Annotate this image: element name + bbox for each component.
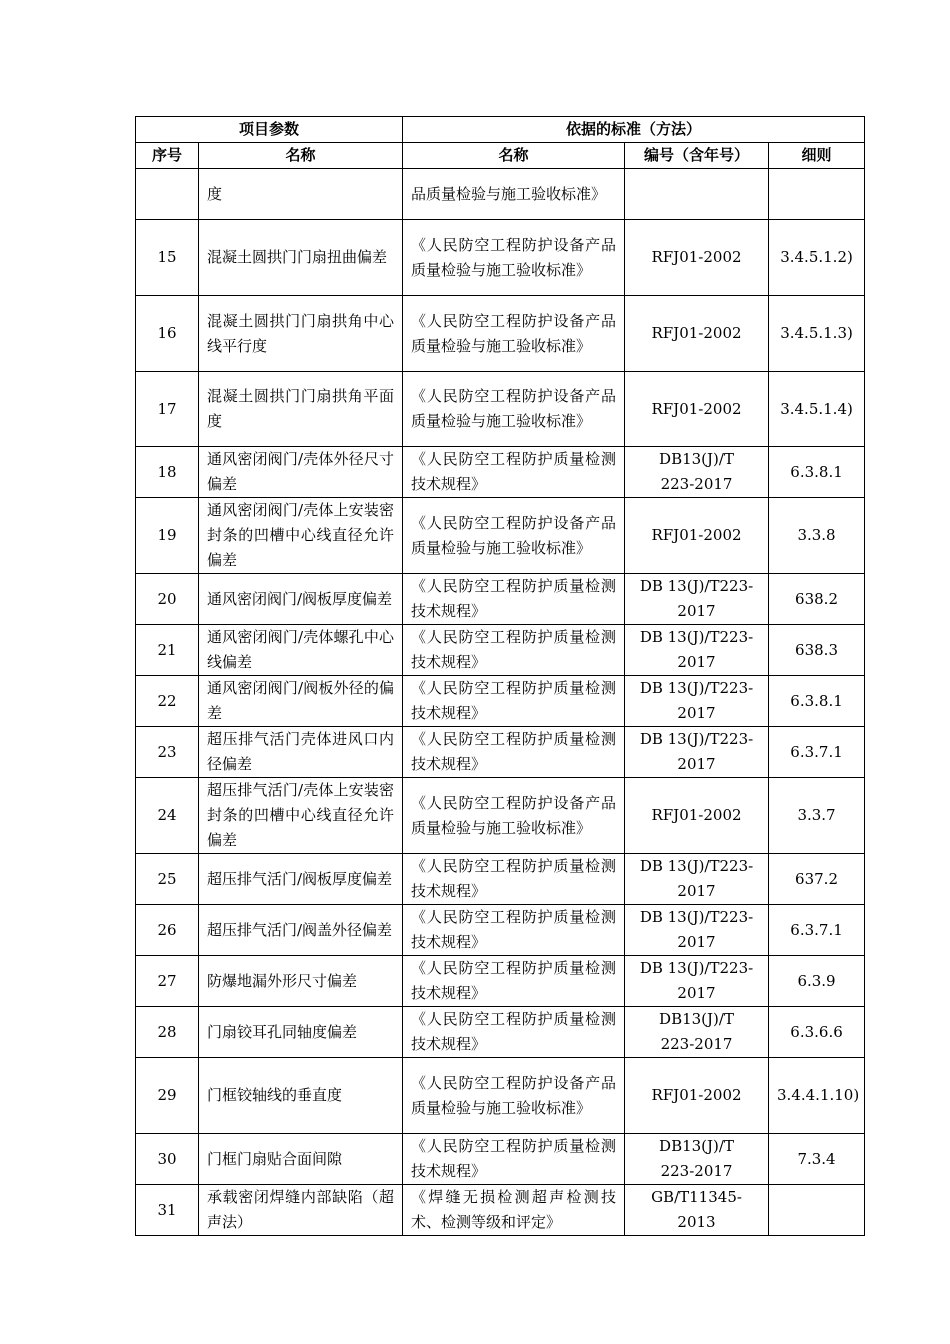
group-header-standard: 依据的标准（方法）: [403, 117, 865, 143]
cell-no: 31: [136, 1185, 199, 1236]
cell-code: RFJ01-2002: [625, 296, 769, 372]
cell-item-name: 通风密闭阀门/阀板厚度偏差: [199, 574, 403, 625]
cell-code: DB 13(J)/T223-2017: [625, 625, 769, 676]
cell-no: 23: [136, 727, 199, 778]
cell-code: RFJ01-2002: [625, 778, 769, 854]
cell-clause: 6.3.6.6: [769, 1007, 865, 1058]
cell-item-name: 门扇铰耳孔同轴度偏差: [199, 1007, 403, 1058]
cell-standard-name: 《人民防空工程防护质量检测技术规程》: [403, 625, 625, 676]
cell-code: GB/T11345-2013: [625, 1185, 769, 1236]
table-row: [136, 169, 865, 220]
cell-clause: [769, 169, 865, 220]
cell-no: 18: [136, 447, 199, 498]
cell-code: DB 13(J)/T223-2017: [625, 574, 769, 625]
cell-item-name: 承载密闭焊缝内部缺陷（超声法）: [199, 1185, 403, 1236]
cell-code: RFJ01-2002: [625, 220, 769, 296]
cell-no: 29: [136, 1058, 199, 1134]
cell-standard-name: 《人民防空工程防护质量检测技术规程》: [403, 447, 625, 498]
cell-item-name: 超压排气活门/阀盖外径偏差: [199, 905, 403, 956]
table-row: [136, 854, 865, 905]
cell-standard-name: 《人民防空工程防护设备产品质量检验与施工验收标准》: [403, 1058, 625, 1134]
cell-standard-name: 《人民防空工程防护质量检测技术规程》: [403, 727, 625, 778]
cell-standard-name: 《人民防空工程防护质量检测技术规程》: [403, 676, 625, 727]
cell-standard-name: 《人民防空工程防护质量检测技术规程》: [403, 574, 625, 625]
cell-item-name: 门框门扇贴合面间隙: [199, 1134, 403, 1185]
table-row: [136, 778, 865, 854]
cell-no: 28: [136, 1007, 199, 1058]
cell-item-name: 超压排气活门/壳体上安装密封条的凹槽中心线直径允许偏差: [199, 778, 403, 854]
cell-item-name: 通风密闭阀门/壳体上安装密封条的凹槽中心线直径允许偏差: [199, 498, 403, 574]
cell-standard-name: 《人民防空工程防护设备产品质量检验与施工验收标准》: [403, 220, 625, 296]
cell-clause: 3.4.5.1.3): [769, 296, 865, 372]
cell-standard-name: 品质量检验与施工验收标准》: [403, 169, 625, 220]
cell-clause: 3.3.7: [769, 778, 865, 854]
cell-clause: 3.4.5.1.4): [769, 372, 865, 447]
group-header-params: 项目参数: [136, 117, 403, 143]
cell-no: 19: [136, 498, 199, 574]
cell-clause: [769, 1185, 865, 1236]
table-row: [136, 1007, 865, 1058]
table-row: [136, 498, 865, 574]
cell-standard-name: 《人民防空工程防护设备产品质量检验与施工验收标准》: [403, 372, 625, 447]
table-row: [136, 1185, 865, 1236]
cell-no: 25: [136, 854, 199, 905]
col-header-no: 序号: [136, 143, 199, 169]
cell-clause: 7.3.4: [769, 1134, 865, 1185]
cell-clause: 638.3: [769, 625, 865, 676]
cell-clause: 6.3.9: [769, 956, 865, 1007]
cell-no: 17: [136, 372, 199, 447]
cell-standard-name: 《人民防空工程防护质量检测技术规程》: [403, 1007, 625, 1058]
cell-no: 24: [136, 778, 199, 854]
cell-standard-name: 《人民防空工程防护设备产品质量检验与施工验收标准》: [403, 296, 625, 372]
cell-item-name: 通风密闭阀门/壳体螺孔中心线偏差: [199, 625, 403, 676]
table-row: [136, 1134, 865, 1185]
cell-standard-name: 《人民防空工程防护质量检测技术规程》: [403, 905, 625, 956]
table-row: [136, 1058, 865, 1134]
cell-item-name: 超压排气活门壳体进风口内径偏差: [199, 727, 403, 778]
cell-code: DB13(J)/T 223-2017: [625, 447, 769, 498]
cell-clause: 6.3.7.1: [769, 905, 865, 956]
table-row: [136, 625, 865, 676]
cell-clause: 3.4.5.1.2): [769, 220, 865, 296]
table-row: [136, 676, 865, 727]
cell-no: 27: [136, 956, 199, 1007]
cell-item-name: 混凝土圆拱门门扇扭曲偏差: [199, 220, 403, 296]
cell-clause: 3.4.4.1.10): [769, 1058, 865, 1134]
cell-standard-name: 《人民防空工程防护质量检测技术规程》: [403, 1134, 625, 1185]
cell-no: [136, 169, 199, 220]
cell-item-name: 门框铰轴线的垂直度: [199, 1058, 403, 1134]
cell-standard-name: 《人民防空工程防护设备产品质量检验与施工验收标准》: [403, 778, 625, 854]
col-header-code: 编号（含年号）: [625, 143, 769, 169]
cell-item-name: 通风密闭阀门/壳体外径尺寸偏差: [199, 447, 403, 498]
cell-code: DB 13(J)/T223-2017: [625, 956, 769, 1007]
cell-no: 22: [136, 676, 199, 727]
cell-code: RFJ01-2002: [625, 372, 769, 447]
cell-item-name: 通风密闭阀门/阀板外径的偏差: [199, 676, 403, 727]
group-header-row: [136, 117, 865, 143]
cell-code: DB 13(J)/T223-2017: [625, 727, 769, 778]
cell-item-name: 超压排气活门/阀板厚度偏差: [199, 854, 403, 905]
cell-no: 26: [136, 905, 199, 956]
cell-no: 16: [136, 296, 199, 372]
col-header-name: 名称: [199, 143, 403, 169]
table-row: [136, 727, 865, 778]
cell-standard-name: 《焊缝无损检测超声检测技术、检测等级和评定》: [403, 1185, 625, 1236]
cell-item-name: 防爆地漏外形尺寸偏差: [199, 956, 403, 1007]
cell-code: DB 13(J)/T223-2017: [625, 676, 769, 727]
col-header-clause: 细则: [769, 143, 865, 169]
cell-code: DB 13(J)/T223-2017: [625, 854, 769, 905]
cell-no: 30: [136, 1134, 199, 1185]
cell-code: RFJ01-2002: [625, 498, 769, 574]
cell-standard-name: 《人民防空工程防护质量检测技术规程》: [403, 956, 625, 1007]
cell-clause: 6.3.7.1: [769, 727, 865, 778]
cell-clause: 6.3.8.1: [769, 447, 865, 498]
cell-clause: 3.3.8: [769, 498, 865, 574]
standards-table: [135, 116, 865, 1236]
table-row: [136, 372, 865, 447]
cell-code: DB13(J)/T 223-2017: [625, 1007, 769, 1058]
table-row: [136, 296, 865, 372]
cell-clause: 637.2: [769, 854, 865, 905]
cell-standard-name: 《人民防空工程防护设备产品质量检验与施工验收标准》: [403, 498, 625, 574]
cell-clause: 638.2: [769, 574, 865, 625]
table-row: [136, 447, 865, 498]
cell-no: 15: [136, 220, 199, 296]
cell-code: RFJ01-2002: [625, 1058, 769, 1134]
table-row: [136, 905, 865, 956]
cell-code: DB 13(J)/T223-2017: [625, 905, 769, 956]
cell-no: 21: [136, 625, 199, 676]
table-row: [136, 956, 865, 1007]
cell-item-name: 混凝土圆拱门门扇拱角平面度: [199, 372, 403, 447]
cell-standard-name: 《人民防空工程防护质量检测技术规程》: [403, 854, 625, 905]
column-header-row: [136, 143, 865, 169]
table-row: [136, 574, 865, 625]
table-row: [136, 220, 865, 296]
cell-item-name: 度: [199, 169, 403, 220]
cell-code: DB13(J)/T 223-2017: [625, 1134, 769, 1185]
cell-code: [625, 169, 769, 220]
cell-no: 20: [136, 574, 199, 625]
col-header-std-name: 名称: [403, 143, 625, 169]
cell-clause: 6.3.8.1: [769, 676, 865, 727]
cell-item-name: 混凝土圆拱门门扇拱角中心线平行度: [199, 296, 403, 372]
